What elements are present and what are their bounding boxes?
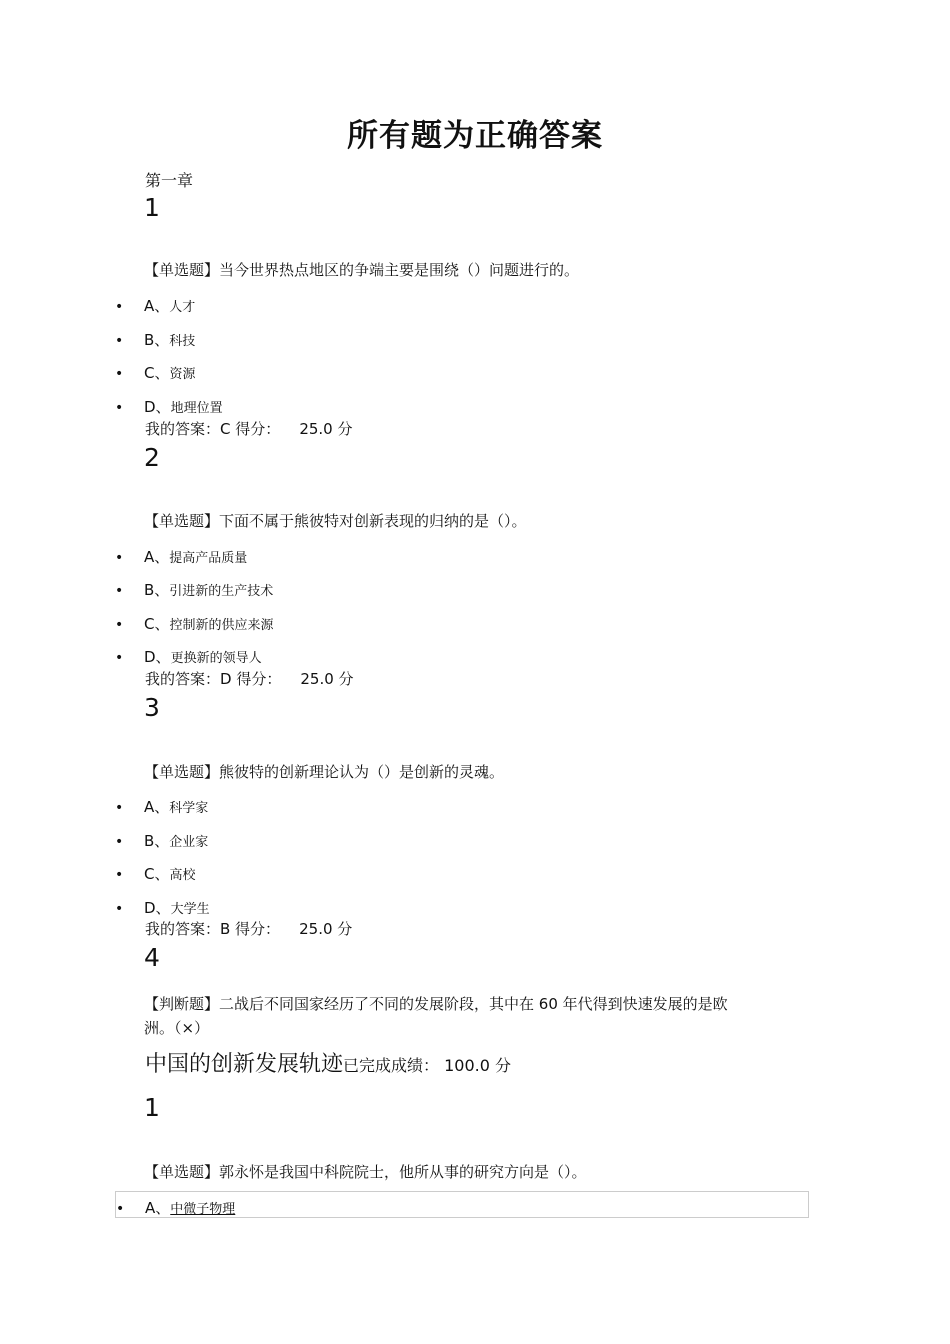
page-title: 所有题为正确答案 (347, 118, 603, 154)
option-text: 中微子物理 (170, 1202, 236, 1217)
section-header (145, 1047, 511, 1078)
my-answer: 我的答案：D 得分： 25.0 分 (145, 670, 354, 688)
question-number: 4 (144, 943, 160, 972)
question-number: 2 (144, 443, 160, 472)
chapter-label: 第一章 (145, 171, 194, 190)
option-d (115, 397, 223, 419)
option-a (116, 1197, 235, 1218)
option-c (115, 614, 274, 636)
option-letter: D、 (144, 648, 171, 666)
option-b (115, 330, 195, 352)
option-text: 企业家 (169, 835, 209, 850)
option-letter: A、 (144, 798, 170, 816)
option-text: 控制新的供应来源 (169, 618, 274, 633)
option-letter: D、 (144, 398, 171, 416)
option-letter: B、 (144, 832, 170, 850)
bullet-icon: • (116, 1201, 125, 1217)
my-answer: 我的答案：C 得分： 25.0 分 (145, 420, 353, 438)
question-number: 1 (144, 193, 160, 222)
question-stem-continued: 洲。（×） (144, 1019, 210, 1037)
option-letter: D、 (144, 899, 171, 917)
option-text: 提高产品质量 (169, 551, 248, 566)
option-letter: C、 (144, 364, 170, 382)
question-stem: 【单选题】当今世界热点地区的争端主要是围绕（）问题进行的。 (144, 261, 580, 279)
bullet-icon: • (115, 901, 124, 917)
question-stem: 【单选题】郭永怀是我国中科院院士，他所从事的研究方向是（）。 (144, 1163, 587, 1181)
question-number: 3 (144, 693, 160, 722)
option-d (115, 898, 210, 920)
my-answer: 我的答案：B 得分： 25.0 分 (145, 920, 353, 938)
question-stem: 【判断题】二战后不同国家经历了不同的发展阶段，其中在 60 年代得到快速发展的是欧 (144, 995, 728, 1013)
bullet-icon: • (115, 299, 124, 315)
option-text: 科技 (169, 334, 196, 349)
bullet-icon: • (115, 867, 124, 883)
option-text: 地理位置 (170, 401, 223, 416)
bullet-icon: • (115, 366, 124, 382)
option-letter: C、 (144, 615, 170, 633)
option-letter: A、 (145, 1199, 171, 1217)
bullet-icon: • (115, 333, 124, 349)
option-b (115, 831, 208, 853)
option-c (115, 864, 196, 886)
option-letter: C、 (144, 865, 170, 883)
option-a (115, 797, 208, 819)
option-letter: A、 (144, 548, 170, 566)
bullet-icon: • (115, 583, 124, 599)
bullet-icon: • (115, 400, 124, 416)
option-d (115, 647, 262, 669)
option-a-box (115, 1191, 809, 1218)
question-stem: 【单选题】下面不属于熊彼特对创新表现的归纳的是（）。 (144, 512, 527, 530)
bullet-icon: • (115, 650, 124, 666)
option-text: 大学生 (170, 902, 210, 917)
section-title: 中国的创新发展轨迹 (145, 1052, 344, 1077)
option-text: 更换新的领导人 (170, 651, 262, 666)
option-text: 科学家 (169, 801, 209, 816)
option-a (115, 296, 195, 318)
bullet-icon: • (115, 834, 124, 850)
option-text: 资源 (169, 367, 196, 382)
bullet-icon: • (115, 550, 124, 566)
option-c (115, 363, 196, 385)
question-stem: 【单选题】熊彼特的创新理论认为（）是创新的灵魂。 (144, 763, 505, 781)
option-b (115, 580, 273, 602)
option-text: 人才 (169, 300, 196, 315)
bullet-icon: • (115, 800, 124, 816)
option-letter: B、 (144, 581, 170, 599)
option-text: 高校 (169, 868, 196, 883)
section-score: 已完成成绩： 100.0 分 (343, 1056, 511, 1075)
bullet-icon: • (115, 617, 124, 633)
option-letter: B、 (144, 331, 170, 349)
question-number: 1 (144, 1093, 160, 1122)
option-letter: A、 (144, 297, 170, 315)
option-text: 引进新的生产技术 (169, 584, 274, 599)
option-a (115, 547, 247, 569)
